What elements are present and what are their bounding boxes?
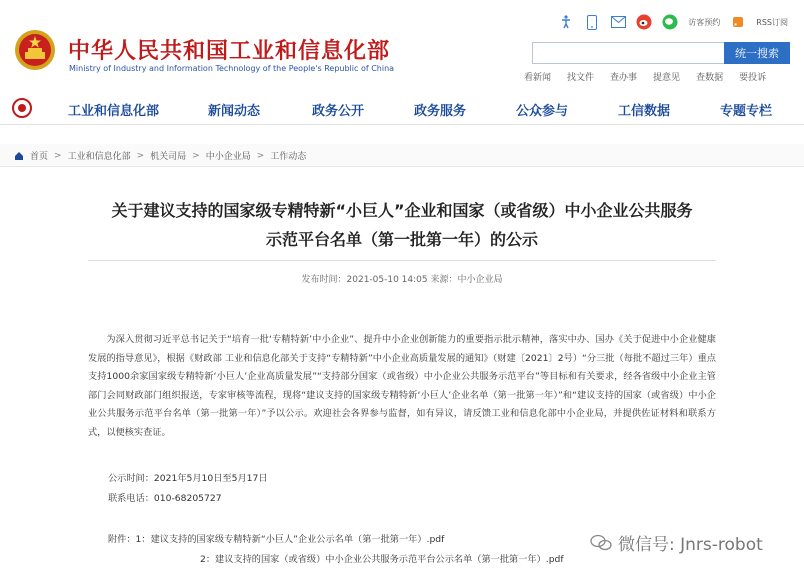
mail-icon[interactable] xyxy=(610,14,626,30)
breadcrumb-work-news[interactable]: 工作动态 xyxy=(270,152,307,162)
article-body xyxy=(88,331,716,443)
quick-link-news[interactable]: 看新闻 xyxy=(524,73,552,83)
watermark-text: 微信号: Jnrs-robot xyxy=(618,535,763,555)
attachment-link-2[interactable]: 2：建议支持的国家（或省级）中小企业公共服务示范平台公示名单（第一批第一年）.pdf xyxy=(200,554,564,565)
quick-link-complaint[interactable]: 要投诉 xyxy=(739,73,767,83)
breadcrumb-sme-bureau[interactable]: 中小企业局 xyxy=(205,152,251,162)
main-nav xyxy=(0,92,804,125)
article-title-line-2: 示范平台名单（第一批第一年）的公示 xyxy=(265,230,538,249)
breadcrumb-separator: > xyxy=(192,150,200,161)
ministry-logo-icon xyxy=(12,98,32,118)
article-title xyxy=(40,196,764,254)
accessibility-icon[interactable] xyxy=(558,14,574,30)
breadcrumb-bar xyxy=(0,144,804,167)
site-title[interactable]: 中华人民共和国工业和信息化部 xyxy=(68,39,391,64)
site-header xyxy=(0,0,804,92)
search-button[interactable]: 统一搜索 xyxy=(724,42,790,64)
rss-icon[interactable] xyxy=(730,14,746,30)
mobile-icon[interactable] xyxy=(584,14,600,30)
article-title-line-1: 关于建议支持的国家级专精特新“小巨人”企业和国家（或省级）中小企业公共服务 xyxy=(111,201,693,220)
nav-item-news[interactable]: 新闻动态 xyxy=(208,104,261,119)
nav-item-miit[interactable]: 工业和信息化部 xyxy=(68,104,160,119)
national-emblem-icon xyxy=(14,28,56,72)
wechat-watermark-icon xyxy=(590,534,612,552)
rss-link[interactable]: RSS订阅 xyxy=(756,17,788,27)
quick-link-files[interactable]: 找文件 xyxy=(567,73,595,83)
contact-phone: 联系电话：010-68205727 xyxy=(108,493,222,504)
quick-link-data[interactable]: 查数据 xyxy=(696,73,724,83)
nav-item-gov-services[interactable]: 政务服务 xyxy=(414,104,467,119)
weibo-icon[interactable] xyxy=(636,14,652,30)
article-meta: 发布时间：2021-05-10 14:05 来源：中小企业局 xyxy=(301,275,503,285)
home-icon xyxy=(14,151,24,161)
breadcrumb-departments[interactable]: 机关司局 xyxy=(150,152,187,162)
title-divider xyxy=(88,260,716,261)
visit-appointment-link[interactable]: 访客预约 xyxy=(688,17,721,27)
announcement-period: 公示时间：2021年5月10日至5月17日 xyxy=(108,473,268,484)
wechat-icon[interactable] xyxy=(662,14,678,30)
breadcrumb-separator: > xyxy=(136,150,145,161)
top-utility-bar xyxy=(558,14,788,30)
site-title-english: Ministry of Industry and Information Technology of the People's Republic of China xyxy=(69,64,395,73)
breadcrumb xyxy=(14,149,306,162)
attachment-link-1[interactable]: 附件：1：建议支持的国家级专精特新“小巨人”企业公示名单（第一批第一年）.pdf xyxy=(108,534,445,545)
nav-item-public-participation[interactable]: 公众参与 xyxy=(516,104,569,119)
nav-item-gov-affairs[interactable]: 政务公开 xyxy=(312,104,365,119)
breadcrumb-separator: > xyxy=(54,150,62,161)
quick-link-services[interactable]: 查办事 xyxy=(610,73,638,83)
nav-item-special-topics[interactable]: 专题专栏 xyxy=(720,104,773,119)
breadcrumb-home[interactable]: 首页 xyxy=(30,152,49,162)
wechat-watermark xyxy=(590,530,763,555)
nav-item-data[interactable]: 工信数据 xyxy=(618,104,671,119)
quick-links xyxy=(524,70,766,83)
article-paragraph: 为深入贯彻习近平总书记关于“培育一批‘专精特新’中小企业”、提升中小企业创新能力的重要指示批示精神，落实中办、国办《关于促进中小企业健康发展的指导意见》，根据《财政部 工业和信息化部关于支持“专精特新”中小企业高质量发展的通知》（财建〔2021〕2号）“分三批（每批不超过三年）重点支持1000余家国家级专精特新‘小巨人’企业高质量发展”“支持部分国家（或省级）中小企业公共服务示范平台”等目标和有关要求，经各省级中小企业主管部门会同财政部门组织报送，专家审核等流程，现将“建议支持的国家级专精特新‘小巨人’企业名单（第一批第一年）”和“建议支持的国家（或省级）中小企业公共服务示范平台名单（第一批第一年）”予以公示。欢迎社会各界参与监督，如有异议，请反馈工业和信息化部中小企业局，并提供佐证材料和联系方式，以便核实查证。 xyxy=(88,334,716,438)
breadcrumb-separator: > xyxy=(256,150,265,161)
breadcrumb-ministry[interactable]: 工业和信息化部 xyxy=(67,152,131,162)
quick-link-feedback[interactable]: 提意见 xyxy=(653,73,681,83)
